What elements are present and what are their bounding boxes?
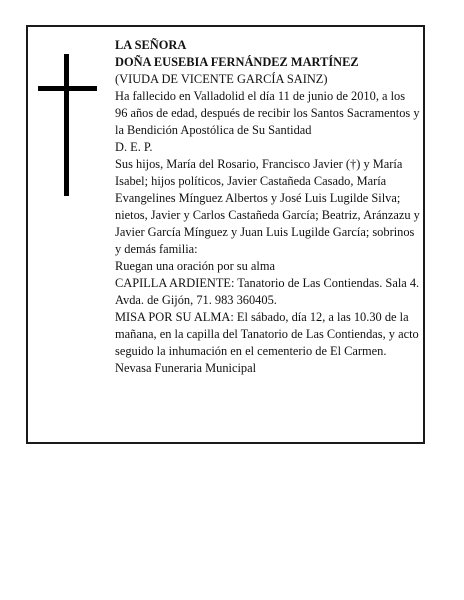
- mass-text: MISA POR SU ALMA: El sábado, día 12, a las 10.30 de la mañana, en la capilla del Tanatorio de Las Contiendas, y acto seguido la inhumación en el cementerio de El Carmen.: [115, 310, 419, 358]
- widow-of: (VIUDA DE VICENTE GARCÍA SAINZ): [115, 72, 328, 86]
- cross-icon-crossbar: [38, 86, 97, 91]
- obituary-text: [115, 37, 420, 377]
- funeral-home: Nevasa Funeraria Municipal: [115, 361, 257, 375]
- notice-title: LA SEÑORA: [115, 38, 187, 52]
- family-text: Sus hijos, María del Rosario, Francisco Javier (†) y María Isabel; hijos políticos, Javier Castañeda Casado, María Evangelines Mínguez Albertos y José Luis Lugilde Silva; nietos, Javier y Carlos Castañeda García; Beatriz, Aránzazu y Javier García Mínguez y Juan Luis Lugilde García; sobrinos y demás familia:: [115, 157, 420, 256]
- deceased-name: DOÑA EUSEBIA FERNÁNDEZ MARTÍNEZ: [115, 55, 359, 69]
- rip-text: D. E. P.: [115, 140, 153, 154]
- cross-icon: [64, 54, 69, 196]
- death-info: Ha fallecido en Valladolid el día 11 de junio de 2010, a los 96 años de edad, después de recibir los Santos Sacramentos y la Bendición Apostólica de Su Santidad: [115, 89, 420, 137]
- prayer-text: Ruegan una oración por su alma: [115, 259, 275, 273]
- chapel-text: CAPILLA ARDIENTE: Tanatorio de Las Contiendas. Sala 4. Avda. de Gijón, 71. 983 360405.: [115, 276, 420, 307]
